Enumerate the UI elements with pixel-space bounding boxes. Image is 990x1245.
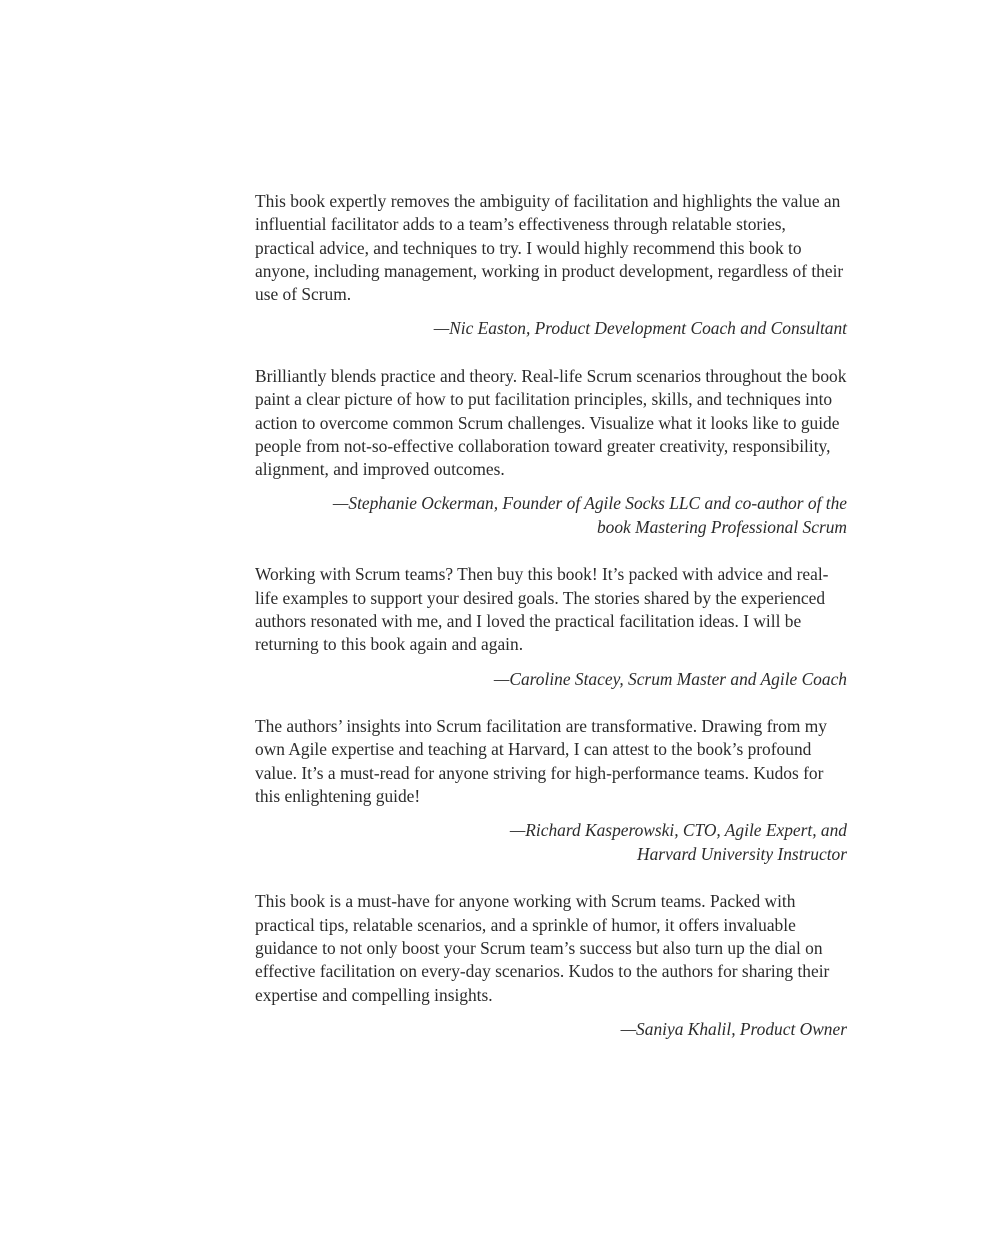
testimonial-saniya-khalil: [255, 890, 847, 1041]
testimonial-quote: The authors’ insights into Scrum facilitation are transformative. Drawing from my own Agile expertise and teaching at Harvard, I can attest to the book’s profound value. It’s a must-read for anyone striving for high-performance teams. Kudos for this enlightening guide!: [255, 716, 827, 807]
testimonial-attribution: [255, 668, 847, 692]
attribution-line: —Stephanie Ockerman, Founder of Agile Socks LLC and co-author of the: [332, 493, 847, 514]
testimonial-attribution: [255, 819, 847, 866]
testimonial-quote: This book expertly removes the ambiguity of facilitation and highlights the value an influential facilitator adds to a team’s effectiveness through relatable stories, practical advice, and techniques to try. I would highly recommend this book to anyone, including management, working in product development, regardless of their use of Scrum.: [255, 191, 844, 305]
praise-page: [255, 190, 847, 1065]
testimonial-quote: Working with Scrum teams? Then buy this book! It’s packed with advice and real-life examples to support your desired goals. The stories shared by the experienced authors resonated with me, and I loved the practical facilitation ideas. I will be returning to this book again and again.: [255, 564, 829, 655]
attribution-line: —Nic Easton, Product Development Coach and Consultant: [433, 318, 847, 339]
testimonial-quote: Brilliantly blends practice and theory. Real-life Scrum scenarios throughout the book paint a clear picture of how to put facilitation principles, skills, and techniques into action to overcome common Scrum challenges. Visualize what it looks like to guide people from not-so-effective collaboration toward greater creativity, responsibility, alignment, and improved outcomes.: [255, 365, 847, 480]
testimonial-richard-kasperowski: [255, 715, 847, 866]
testimonial-nic-easton: [255, 190, 847, 341]
testimonial-caroline-stacey: [255, 563, 847, 691]
attribution-line: —Saniya Khalil, Product Owner: [620, 1018, 847, 1039]
testimonial-stephanie-ockerman: [255, 365, 847, 539]
attribution-line: book Mastering Professional Scrum: [596, 516, 847, 537]
attribution-line: Harvard University Instructor: [637, 843, 847, 864]
attribution-line: —Richard Kasperowski, CTO, Agile Expert, and: [509, 820, 847, 841]
testimonial-attribution: [255, 1018, 847, 1042]
testimonial-attribution: [255, 492, 847, 539]
testimonial-attribution: [255, 317, 847, 341]
testimonial-quote: This book is a must-have for anyone working with Scrum teams. Packed with practical tips, relatable scenarios, and a sprinkle of humor, it offers invaluable guidance to not only boost your Scrum team’s success but also turn up the dial on effective facilitation on every-day scenarios. Kudos to the authors for sharing their expertise and compelling insights.: [255, 891, 830, 1005]
attribution-line: —Caroline Stacey, Scrum Master and Agile Coach: [493, 668, 847, 689]
